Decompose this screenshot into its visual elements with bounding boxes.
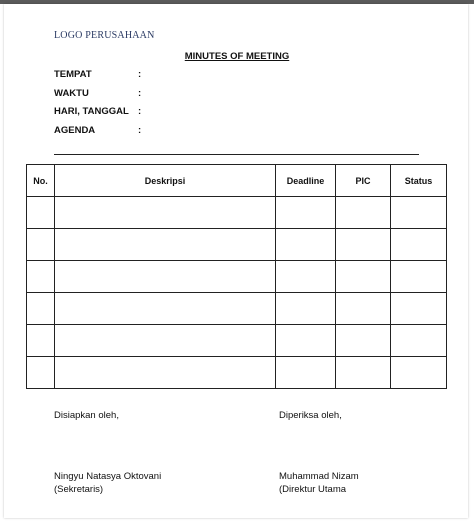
table-cell — [27, 197, 55, 229]
table-row — [27, 261, 447, 293]
column-header-pic: PIC — [336, 165, 391, 197]
prepared-by-label: Disiapkan oleh, — [54, 410, 119, 421]
field-agenda — [54, 125, 142, 136]
table-cell — [336, 325, 391, 357]
table-cell — [55, 229, 276, 261]
table-cell — [336, 261, 391, 293]
table-row — [27, 197, 447, 229]
checked-by-name: Muhammad Nizam — [279, 471, 359, 482]
table-cell — [391, 229, 447, 261]
document-title: MINUTES OF MEETING — [184, 51, 290, 62]
table-cell — [391, 197, 447, 229]
field-colon: : — [138, 106, 142, 117]
table-cell — [55, 293, 276, 325]
table-cell — [391, 261, 447, 293]
prepared-by-role: (Sekretaris) — [54, 484, 104, 495]
table-cell — [276, 197, 336, 229]
table-row — [27, 325, 447, 357]
column-header-deskripsi: Deskripsi — [55, 165, 276, 197]
field-colon: : — [138, 69, 142, 80]
table-cell — [276, 261, 336, 293]
table-cell — [27, 261, 55, 293]
table-row — [27, 293, 447, 325]
table-cell — [55, 357, 276, 389]
column-header-deadline: Deadline — [276, 165, 336, 197]
column-header-status: Status — [391, 165, 447, 197]
prepared-by-name: Ningyu Natasya Oktovani — [54, 471, 162, 482]
table-cell — [276, 357, 336, 389]
column-header-no: No. — [27, 165, 55, 197]
field-tempat — [54, 69, 142, 80]
table-cell — [336, 197, 391, 229]
field-label: HARI, TANGGAL — [54, 106, 129, 117]
table-cell — [391, 325, 447, 357]
field-colon: : — [138, 125, 142, 136]
table-cell — [27, 325, 55, 357]
field-hari-tanggal — [54, 106, 142, 117]
field-label: WAKTU — [54, 88, 89, 99]
table-cell — [27, 229, 55, 261]
divider-line — [54, 154, 419, 155]
table-cell — [391, 357, 447, 389]
table-header-row — [27, 165, 447, 197]
table-row — [27, 229, 447, 261]
table-cell — [55, 197, 276, 229]
field-colon: : — [138, 88, 142, 99]
checked-by-label: Diperiksa oleh, — [279, 410, 342, 421]
table-row — [27, 357, 447, 389]
table-cell — [276, 293, 336, 325]
table-cell — [391, 293, 447, 325]
table-cell — [55, 325, 276, 357]
checked-by-role: (Direktur Utama — [279, 484, 347, 495]
field-label: TEMPAT — [54, 69, 92, 80]
company-logo-text: LOGO PERUSAHAAN — [54, 30, 155, 41]
minutes-table — [26, 164, 447, 389]
table-cell — [336, 229, 391, 261]
field-waktu — [54, 88, 142, 99]
table-cell — [55, 261, 276, 293]
table-cell — [336, 293, 391, 325]
table-cell — [27, 293, 55, 325]
table-cell — [276, 229, 336, 261]
table-cell — [336, 357, 391, 389]
field-label: AGENDA — [54, 125, 96, 136]
table-cell — [27, 357, 55, 389]
table-cell — [276, 325, 336, 357]
